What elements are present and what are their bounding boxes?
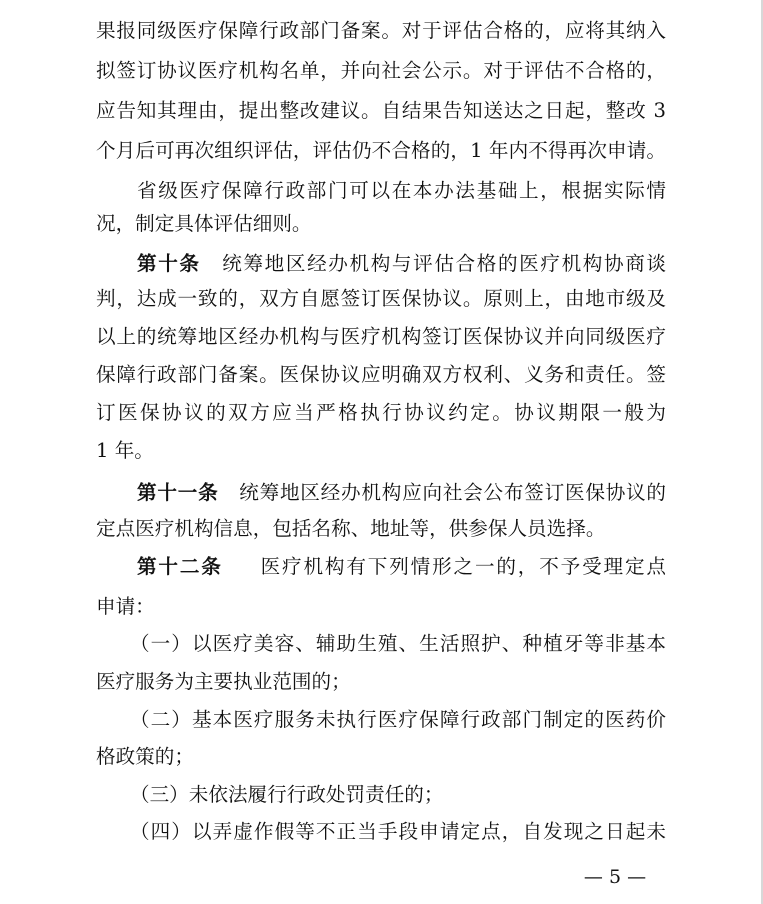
text-line — [96, 665, 666, 699]
text-line — [96, 512, 666, 546]
line-text: 个月后可再次组织评估，评估仍不合格的，1 年内不得再次申请。 — [96, 139, 666, 162]
line-text: 应告知其理由，提出整改建议。自结果告知送达之日起，整改 3 — [96, 99, 666, 122]
text-line — [96, 14, 666, 48]
line-text: （三）未依法履行行政处罚责任的； — [130, 783, 444, 806]
text-line — [96, 396, 666, 430]
text-line — [137, 174, 666, 208]
line-text: 医疗机构有下列情形之一的，不予受理定点 — [258, 555, 666, 578]
text-line — [96, 94, 666, 128]
list-item-line — [130, 815, 666, 849]
page-number: — 5 — — [583, 866, 647, 888]
line-text: 保障行政部门备案。医保协议应明确双方权利、义务和责任。签 — [96, 363, 666, 386]
text-line — [96, 134, 666, 168]
line-text: （二）基本医疗服务未执行医疗保障行政部门制定的医药价 — [130, 708, 666, 731]
text-line — [96, 282, 666, 316]
line-text: 订医保协议的双方应当严格执行协议约定。协议期限一般为 — [96, 401, 666, 424]
line-text: 统筹地区经办机构与评估合格的医疗机构协商谈 — [220, 252, 666, 275]
line-text: 医疗服务为主要执业范围的； — [96, 670, 351, 693]
line-text: 拟签订协议医疗机构名单，并向社会公示。对于评估不合格的， — [96, 59, 666, 82]
list-item-line — [130, 703, 666, 737]
text-line — [96, 358, 666, 392]
line-text: 格政策的； — [96, 745, 194, 768]
article-heading-line — [137, 247, 666, 281]
article-number: 第十条 — [137, 252, 201, 275]
text-line — [96, 434, 666, 468]
line-text: 1 年。 — [96, 439, 154, 462]
article-number: 第十一条 — [137, 481, 219, 504]
line-text: 况，制定具体评估细则。 — [96, 212, 312, 235]
line-text: （一）以医疗美容、辅助生殖、生活照护、种植牙等非基本 — [130, 632, 666, 655]
article-number: 第十二条 — [137, 555, 223, 578]
text-line — [96, 54, 666, 88]
text-line — [96, 740, 666, 774]
line-text: 省级医疗保障行政部门可以在本办法基础上，根据实际情 — [137, 179, 666, 202]
line-text: 统筹地区经办机构应向社会公布签订医保协议的 — [238, 481, 666, 504]
line-text: （四）以弄虚作假等不正当手段申请定点，自发现之日起未 — [130, 820, 666, 843]
article-heading-line — [137, 550, 666, 584]
line-text: 申请： — [96, 595, 155, 618]
text-line — [96, 207, 666, 241]
text-line — [96, 320, 666, 354]
line-text: 定点医疗机构信息，包括名称、地址等，供参保人员选择。 — [96, 517, 606, 540]
line-text: 判，达成一致的，双方自愿签订医保协议。原则上，由地市级及 — [96, 287, 666, 310]
line-text: 果报同级医疗保障行政部门备案。对于评估合格的，应将其纳入 — [96, 19, 666, 42]
article-heading-line — [137, 476, 666, 510]
list-item-line — [130, 778, 666, 812]
list-item-line — [130, 627, 666, 661]
text-line — [96, 590, 666, 624]
line-text: 以上的统筹地区经办机构与医疗机构签订医保协议并向同级医疗 — [96, 325, 666, 348]
